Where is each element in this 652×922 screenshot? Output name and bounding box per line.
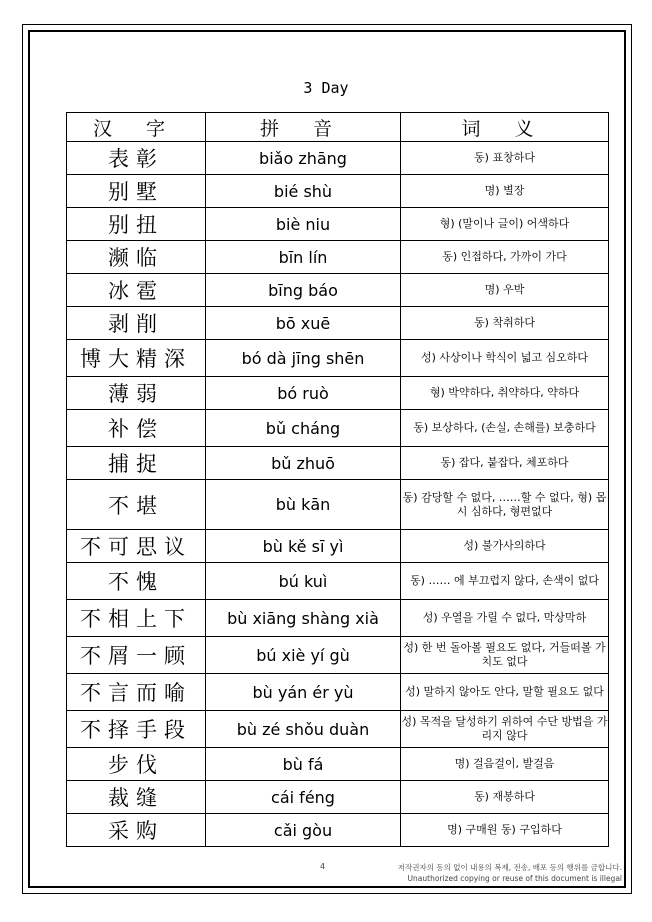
table-row (67, 530, 609, 563)
hanzi-cell: 不屑一顾 (67, 637, 206, 674)
copyright-notice (398, 862, 622, 884)
hanzi-cell: 裁缝 (67, 781, 206, 814)
meaning-cell: 성) 목적을 달성하기 위하여 수단 방법을 가리지 않다 (401, 711, 609, 748)
meaning-cell: 명) 구매원 동) 구입하다 (401, 814, 609, 847)
hanzi-cell: 濒临 (67, 241, 206, 274)
pinyin-cell: bǔ cháng (206, 410, 401, 447)
pinyin-cell: bú kuì (206, 563, 401, 600)
meaning-cell: 동) 인접하다, 가까이 가다 (401, 241, 609, 274)
hanzi-cell: 不相上下 (67, 600, 206, 637)
table-row (67, 711, 609, 748)
table-row (67, 208, 609, 241)
table-row (67, 748, 609, 781)
pinyin-cell: bīng báo (206, 274, 401, 307)
hanzi-cell: 表彰 (67, 142, 206, 175)
hanzi-cell: 薄弱 (67, 377, 206, 410)
hanzi-cell: 冰雹 (67, 274, 206, 307)
pinyin-cell: bù yán ér yù (206, 674, 401, 711)
hanzi-cell: 博大精深 (67, 340, 206, 377)
meaning-cell: 형) 박약하다, 취약하다, 약하다 (401, 377, 609, 410)
table-row (67, 410, 609, 447)
table-row (67, 175, 609, 208)
hanzi-cell: 补偿 (67, 410, 206, 447)
hanzi-cell: 不可思议 (67, 530, 206, 563)
table-row (67, 480, 609, 530)
hanzi-cell: 捕捉 (67, 447, 206, 480)
meaning-cell: 성) 우열을 가릴 수 없다, 막상막하 (401, 600, 609, 637)
table-row (67, 637, 609, 674)
pinyin-cell: bīn lín (206, 241, 401, 274)
table-row (67, 600, 609, 637)
hanzi-cell: 采购 (67, 814, 206, 847)
meaning-cell: 형) (말이나 글이) 어색하다 (401, 208, 609, 241)
hanzi-cell: 剥削 (67, 307, 206, 340)
table-row (67, 307, 609, 340)
pinyin-cell: bú xiè yí gù (206, 637, 401, 674)
pinyin-cell: bù xiāng shàng xià (206, 600, 401, 637)
pinyin-cell: bō xuē (206, 307, 401, 340)
meaning-cell: 성) 사상이나 학식이 넓고 심오하다 (401, 340, 609, 377)
meaning-cell: 동) 표창하다 (401, 142, 609, 175)
table-row (67, 377, 609, 410)
meaning-cell: 명) 걸음걸이, 발걸음 (401, 748, 609, 781)
meaning-cell: 명) 별장 (401, 175, 609, 208)
meaning-cell: 동) …… 에 부끄럽지 않다, 손색이 없다 (401, 563, 609, 600)
pinyin-cell: cǎi gòu (206, 814, 401, 847)
pinyin-cell: bǔ zhuō (206, 447, 401, 480)
copyright-korean: 저작권자의 동의 없이 내용의 복제, 전송, 배포 등의 행위를 금합니다. (397, 863, 622, 872)
pinyin-cell: biǎo zhāng (206, 142, 401, 175)
pinyin-cell: biè niu (206, 208, 401, 241)
hanzi-cell: 步伐 (67, 748, 206, 781)
header-hanzi: 汉 字 (67, 113, 206, 142)
hanzi-cell: 别扭 (67, 208, 206, 241)
table-row (67, 241, 609, 274)
table-row (67, 447, 609, 480)
pinyin-cell: bù fá (206, 748, 401, 781)
pinyin-cell: bó dà jīng shēn (206, 340, 401, 377)
table-row (67, 781, 609, 814)
pinyin-cell: cái féng (206, 781, 401, 814)
vocabulary-table (66, 112, 609, 847)
meaning-cell: 명) 우박 (401, 274, 609, 307)
page-number: 4 (320, 862, 326, 871)
pinyin-cell: bié shù (206, 175, 401, 208)
meaning-cell: 성) 말하지 않아도 안다, 말할 필요도 없다 (401, 674, 609, 711)
meaning-cell: 동) 재봉하다 (401, 781, 609, 814)
header-pinyin: 拼 音 (206, 113, 401, 142)
copyright-english: Unauthorized copying or reuse of this document is illegal (407, 874, 622, 883)
table-row (67, 674, 609, 711)
hanzi-cell: 别墅 (67, 175, 206, 208)
pinyin-cell: bù kān (206, 480, 401, 530)
hanzi-cell: 不择手段 (67, 711, 206, 748)
hanzi-cell: 不愧 (67, 563, 206, 600)
meaning-cell: 동) 잡다, 붙잡다, 체포하다 (401, 447, 609, 480)
meaning-cell: 동) 감당할 수 없다, ……할 수 없다, 형) 몹시 심하다, 형편없다 (401, 480, 609, 530)
meaning-cell: 동) 착취하다 (401, 307, 609, 340)
header-meaning: 词 义 (401, 113, 609, 142)
table-header-row (67, 113, 609, 142)
meaning-cell: 성) 불가사의하다 (401, 530, 609, 563)
pinyin-cell: bù zé shǒu duàn (206, 711, 401, 748)
hanzi-cell: 不言而喻 (67, 674, 206, 711)
table-row (67, 340, 609, 377)
meaning-cell: 동) 보상하다, (손실, 손해를) 보충하다 (401, 410, 609, 447)
pinyin-cell: bó ruò (206, 377, 401, 410)
table-row (67, 563, 609, 600)
pinyin-cell: bù kě sī yì (206, 530, 401, 563)
table-row (67, 142, 609, 175)
table-row (67, 274, 609, 307)
table-row (67, 814, 609, 847)
page-title: 3 Day (303, 79, 349, 97)
hanzi-cell: 不堪 (67, 480, 206, 530)
meaning-cell: 성) 한 번 돌아볼 필요도 없다, 거들떠볼 가치도 없다 (401, 637, 609, 674)
